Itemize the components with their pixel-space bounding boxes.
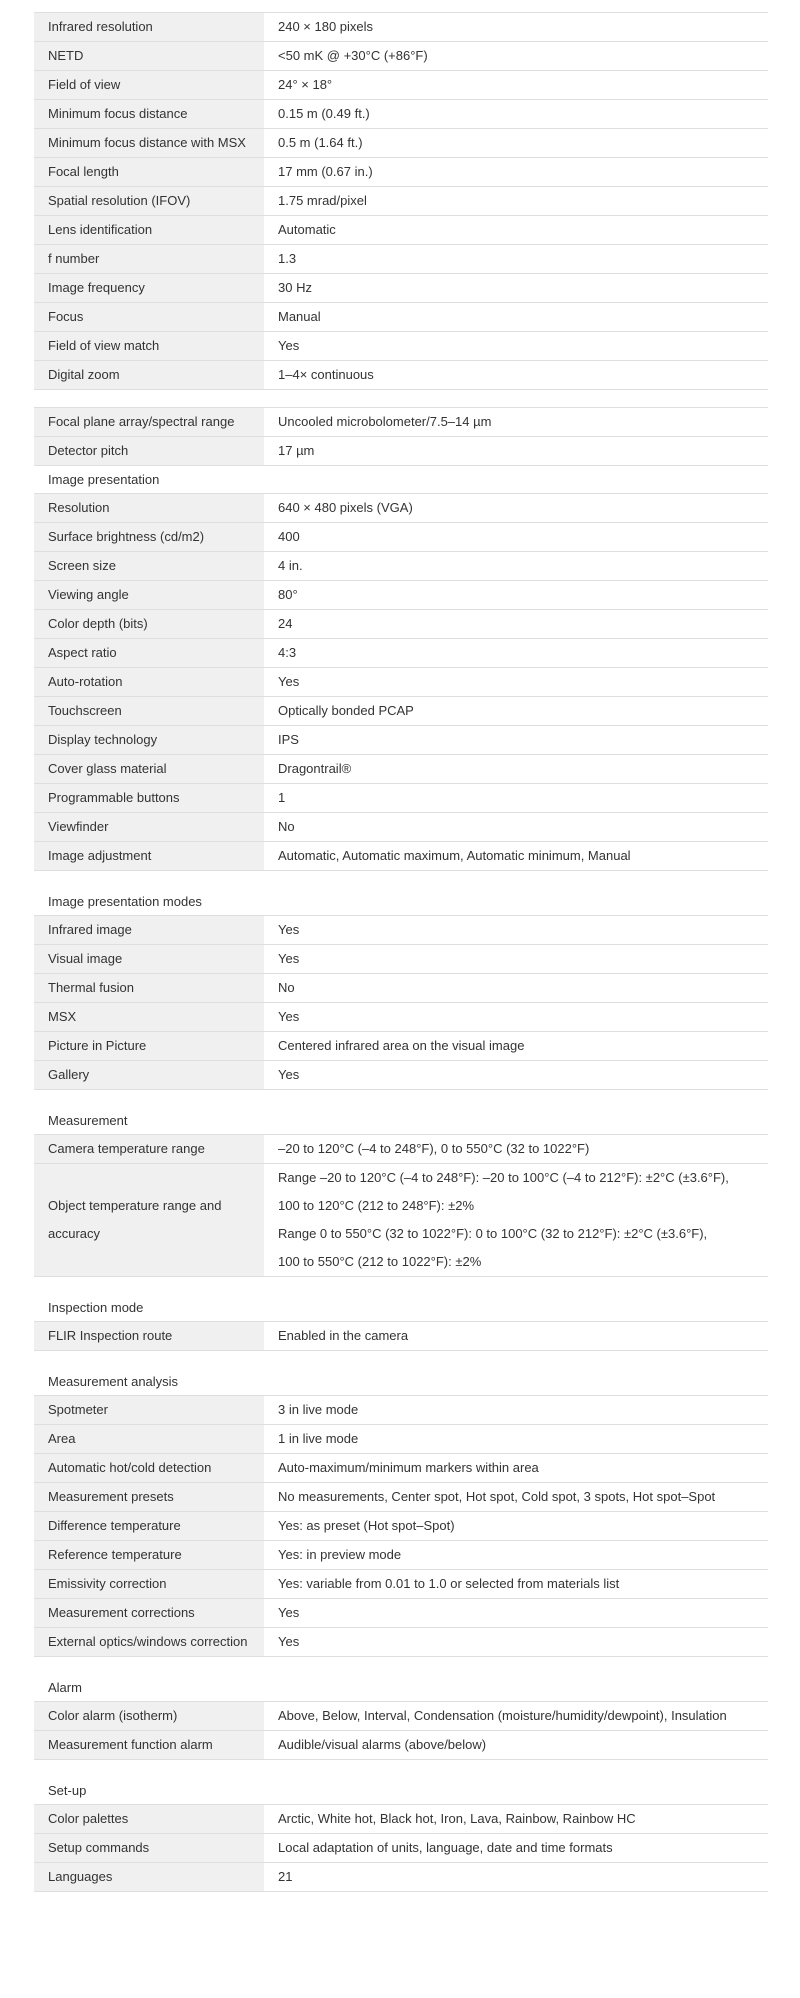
spec-row: [34, 361, 768, 390]
spec-label: [34, 187, 264, 215]
spec-label: [34, 945, 264, 973]
spec-section: [34, 1368, 768, 1657]
section-title: Set-up: [34, 1777, 768, 1805]
spec-label-line: Color alarm (isotherm): [48, 1708, 178, 1723]
spec-label-line: Languages: [48, 1869, 113, 1884]
spec-value-line: Yes: [278, 951, 300, 966]
spec-value-line: Automatic: [278, 222, 336, 237]
spec-value: [264, 945, 768, 973]
spec-label-line: Display technology: [48, 732, 158, 747]
spec-label: [34, 1003, 264, 1031]
spec-row: [34, 581, 768, 610]
spec-value-line: 100 to 550°C (212 to 1022°F): ±2%: [278, 1254, 482, 1269]
spec-value-line: Above, Below, Interval, Condensation (moisture/humidity/dewpoint), Insulation: [278, 1708, 727, 1723]
spec-row: [34, 1541, 768, 1570]
spec-label: [34, 755, 264, 783]
spec-section: [34, 407, 768, 466]
spec-row: [34, 274, 768, 303]
spec-row: [34, 42, 768, 71]
spec-value: [264, 1834, 768, 1862]
spec-label-line: Image adjustment: [48, 848, 152, 863]
spec-value-line: Audible/visual alarms (above/below): [278, 1737, 487, 1752]
spec-label: [34, 437, 264, 465]
spec-value: [264, 1135, 768, 1163]
spec-row: [34, 916, 768, 945]
spec-label: [34, 13, 264, 41]
spec-label: [34, 42, 264, 70]
spec-value: [264, 523, 768, 551]
spec-value-line: Local adaptation of units, language, date and time formats: [278, 1840, 613, 1855]
spec-section: [34, 1294, 768, 1351]
spec-label: [34, 1834, 264, 1862]
spec-label-line: accuracy: [48, 1226, 101, 1241]
spec-section: [34, 888, 768, 1090]
spec-value-line: Range 0 to 550°C (32 to 1022°F): 0 to 100°C (32 to 212°F): ±2°C (±3.6°F),: [278, 1226, 708, 1241]
spec-value: [264, 639, 768, 667]
spec-value: [264, 1805, 768, 1833]
spec-label: [34, 610, 264, 638]
spec-value-line: No: [278, 980, 295, 995]
spec-row: [34, 1702, 768, 1731]
spec-label: [34, 813, 264, 841]
spec-value: [264, 332, 768, 360]
spec-value-line: IPS: [278, 732, 299, 747]
spec-label-line: Emissivity correction: [48, 1576, 167, 1591]
spec-row: [34, 784, 768, 813]
spec-value: [264, 1541, 768, 1569]
spec-row: [34, 437, 768, 466]
spec-value: [264, 1032, 768, 1060]
spec-value: [264, 726, 768, 754]
spec-value-line: –20 to 120°C (–4 to 248°F), 0 to 550°C (32 to 1022°F): [278, 1141, 590, 1156]
spec-value-line: Enabled in the camera: [278, 1328, 409, 1343]
spec-value-line: 640 × 480 pixels (VGA): [278, 500, 413, 515]
spec-value-line: 100 to 120°C (212 to 248°F): ±2%: [278, 1198, 475, 1213]
spec-label-line: Image frequency: [48, 280, 145, 295]
section-title: Image presentation modes: [34, 888, 768, 916]
spec-label-line: Picture in Picture: [48, 1038, 147, 1053]
spec-value-line: 1: [278, 790, 286, 805]
spec-value: [264, 1483, 768, 1511]
spec-value-line: Yes: [278, 1634, 300, 1649]
spec-value: [264, 1599, 768, 1627]
spec-label-line: Minimum focus distance: [48, 106, 188, 121]
spec-label-line: Viewfinder: [48, 819, 109, 834]
spec-value: [264, 158, 768, 186]
spec-value-line: Yes: as preset (Hot spot–Spot): [278, 1518, 455, 1533]
spec-label-line: Color depth (bits): [48, 616, 148, 631]
spec-row: [34, 523, 768, 552]
spec-label-line: Focal length: [48, 164, 119, 179]
spec-label-line: Field of view: [48, 77, 121, 92]
spec-label-line: Measurement presets: [48, 1489, 174, 1504]
spec-value-line: 4:3: [278, 645, 297, 660]
spec-row: [34, 245, 768, 274]
spec-label-line: Camera temperature range: [48, 1141, 205, 1156]
spec-label-line: Automatic hot/cold detection: [48, 1460, 212, 1475]
spec-label: [34, 100, 264, 128]
spec-label-line: Focus: [48, 309, 84, 324]
spec-row: [34, 697, 768, 726]
spec-label-line: Auto-rotation: [48, 674, 123, 689]
spec-label: [34, 1322, 264, 1350]
spec-label: [34, 916, 264, 944]
spec-value: [264, 842, 768, 870]
spec-label: [34, 303, 264, 331]
spec-value-line: Arctic, White hot, Black hot, Iron, Lava, Rainbow, Rainbow HC: [278, 1811, 636, 1826]
spec-row: [34, 1454, 768, 1483]
spec-row: [34, 755, 768, 784]
spec-label: [34, 1061, 264, 1089]
spec-value: [264, 1396, 768, 1424]
spec-value: [264, 408, 768, 436]
spec-value: [264, 437, 768, 465]
spec-value-line: 1.75 mrad/pixel: [278, 193, 367, 208]
spec-label-line: Minimum focus distance with MSX: [48, 135, 246, 150]
spec-label: [34, 784, 264, 812]
spec-value-line: 1.3: [278, 251, 297, 266]
section-title: Inspection mode: [34, 1294, 768, 1322]
spec-row: [34, 129, 768, 158]
spec-value-line: 1 in live mode: [278, 1431, 359, 1446]
spec-value-line: No measurements, Center spot, Hot spot, Cold spot, 3 spots, Hot spot–Spot: [278, 1489, 716, 1504]
spec-label: [34, 1702, 264, 1730]
spec-value-line: Yes: [278, 338, 300, 353]
spec-value: [264, 1061, 768, 1089]
spec-value: [264, 974, 768, 1002]
spec-label: [34, 1628, 264, 1656]
spec-label: [34, 1863, 264, 1891]
spec-table: [34, 12, 768, 1909]
spec-value: [264, 1570, 768, 1598]
spec-label: [34, 1731, 264, 1759]
spec-label-line: Detector pitch: [48, 443, 129, 458]
spec-value-line: Centered infrared area on the visual image: [278, 1038, 525, 1053]
spec-section: [34, 1674, 768, 1760]
spec-value: [264, 303, 768, 331]
spec-row: [34, 494, 768, 523]
spec-value-line: Range –20 to 120°C (–4 to 248°F): –20 to 100°C (–4 to 212°F): ±2°C (±3.6°F),: [278, 1170, 729, 1185]
spec-value-line: 21: [278, 1869, 293, 1884]
spec-label: [34, 974, 264, 1002]
spec-row: [34, 303, 768, 332]
spec-label: [34, 332, 264, 360]
spec-value-line: Yes: [278, 1009, 300, 1024]
spec-value-line: Yes: [278, 1605, 300, 1620]
spec-value-line: 1–4× continuous: [278, 367, 374, 382]
spec-value: [264, 1322, 768, 1350]
spec-label-line: Programmable buttons: [48, 790, 180, 805]
spec-label: [34, 408, 264, 436]
spec-value: [264, 916, 768, 944]
spec-value-line: Yes: [278, 674, 300, 689]
spec-value: [264, 1003, 768, 1031]
spec-value-line: <50 mK @ +30°C (+86°F): [278, 48, 428, 63]
spec-label-line: Field of view match: [48, 338, 160, 353]
spec-value: [264, 216, 768, 244]
spec-value: [264, 1863, 768, 1891]
spec-label-line: Area: [48, 1431, 76, 1446]
spec-label: [34, 274, 264, 302]
spec-value: [264, 1164, 768, 1276]
spec-label-line: External optics/windows correction: [48, 1634, 248, 1649]
spec-row: [34, 1628, 768, 1657]
spec-label: [34, 1512, 264, 1540]
spec-label: [34, 361, 264, 389]
spec-label: [34, 158, 264, 186]
spec-label-line: Spatial resolution (IFOV): [48, 193, 191, 208]
spec-label: [34, 216, 264, 244]
spec-value: [264, 361, 768, 389]
spec-label-line: Cover glass material: [48, 761, 167, 776]
spec-row: [34, 100, 768, 129]
spec-label: [34, 1599, 264, 1627]
spec-label-line: Measurement function alarm: [48, 1737, 213, 1752]
spec-value-line: 240 × 180 pixels: [278, 19, 374, 34]
spec-label-line: Infrared resolution: [48, 19, 153, 34]
spec-label-line: Difference temperature: [48, 1518, 181, 1533]
spec-row: [34, 1032, 768, 1061]
spec-value-line: Yes: in preview mode: [278, 1547, 402, 1562]
spec-row: [34, 1570, 768, 1599]
spec-label: [34, 1805, 264, 1833]
spec-value-line: 30 Hz: [278, 280, 312, 295]
spec-value: [264, 129, 768, 157]
spec-label: [34, 552, 264, 580]
spec-label: [34, 1164, 264, 1276]
spec-value-line: Dragontrail®: [278, 761, 352, 776]
spec-row: [34, 216, 768, 245]
spec-row: [34, 407, 768, 437]
spec-value: [264, 697, 768, 725]
spec-label-line: Object temperature range and: [48, 1198, 222, 1213]
spec-label-line: Reference temperature: [48, 1547, 182, 1562]
spec-label-line: Color palettes: [48, 1811, 129, 1826]
spec-value: [264, 552, 768, 580]
spec-label-line: MSX: [48, 1009, 77, 1024]
spec-value: [264, 245, 768, 273]
spec-value: [264, 100, 768, 128]
spec-row: [34, 552, 768, 581]
spec-label: [34, 129, 264, 157]
spec-row: [34, 1396, 768, 1425]
spec-value-line: 400: [278, 529, 300, 544]
spec-value-line: 17 mm (0.67 in.): [278, 164, 373, 179]
spec-label: [34, 1570, 264, 1598]
spec-label: [34, 1454, 264, 1482]
spec-value: [264, 1628, 768, 1656]
spec-section: [34, 466, 768, 871]
spec-row: [34, 12, 768, 42]
spec-label-line: Visual image: [48, 951, 123, 966]
spec-value-line: Optically bonded PCAP: [278, 703, 414, 718]
spec-row: [34, 945, 768, 974]
spec-value-line: No: [278, 819, 295, 834]
spec-label-line: Aspect ratio: [48, 645, 117, 660]
spec-row: [34, 639, 768, 668]
spec-row: [34, 610, 768, 639]
spec-value: [264, 755, 768, 783]
spec-value: [264, 1702, 768, 1730]
section-title: Measurement analysis: [34, 1368, 768, 1396]
spec-label: [34, 1032, 264, 1060]
spec-value-line: Manual: [278, 309, 321, 324]
spec-value-line: Yes: [278, 1067, 300, 1082]
spec-label-line: NETD: [48, 48, 84, 63]
spec-label-line: Focal plane array/spectral range: [48, 414, 235, 429]
spec-value-line: 4 in.: [278, 558, 303, 573]
spec-value: [264, 610, 768, 638]
spec-value: [264, 813, 768, 841]
spec-value-line: 0.5 m (1.64 ft.): [278, 135, 363, 150]
spec-row: [34, 1061, 768, 1090]
spec-section: [34, 1107, 768, 1277]
spec-value-line: 0.15 m (0.49 ft.): [278, 106, 370, 121]
spec-value: [264, 1454, 768, 1482]
spec-value-line: 17 µm: [278, 443, 315, 458]
spec-label-line: Resolution: [48, 500, 110, 515]
spec-row: [34, 842, 768, 871]
spec-row: [34, 1512, 768, 1541]
spec-label-line: Touchscreen: [48, 703, 122, 718]
spec-row: [34, 1731, 768, 1760]
spec-value-line: Yes: variable from 0.01 to 1.0 or selected from materials list: [278, 1576, 620, 1591]
spec-value: [264, 1731, 768, 1759]
spec-label: [34, 842, 264, 870]
spec-label-line: Spotmeter: [48, 1402, 108, 1417]
spec-label: [34, 523, 264, 551]
spec-value: [264, 668, 768, 696]
spec-label-line: Surface brightness (cd/m2): [48, 529, 205, 544]
spec-value: [264, 187, 768, 215]
spec-label-line: Setup commands: [48, 1840, 150, 1855]
spec-label: [34, 1541, 264, 1569]
spec-value: [264, 13, 768, 41]
spec-value: [264, 494, 768, 522]
spec-label-line: Infrared image: [48, 922, 132, 937]
spec-value-line: Auto-maximum/minimum markers within area: [278, 1460, 539, 1475]
spec-value: [264, 784, 768, 812]
spec-row: [34, 1863, 768, 1892]
section-title: Alarm: [34, 1674, 768, 1702]
spec-label: [34, 71, 264, 99]
spec-row: [34, 1483, 768, 1512]
spec-row: [34, 668, 768, 697]
spec-label: [34, 1396, 264, 1424]
spec-row: [34, 71, 768, 100]
spec-row: [34, 1599, 768, 1628]
section-title: Measurement: [34, 1107, 768, 1135]
spec-row: [34, 1003, 768, 1032]
spec-label: [34, 581, 264, 609]
spec-value-line: 24: [278, 616, 293, 631]
spec-label-line: f number: [48, 251, 100, 266]
spec-value-line: 24° × 18°: [278, 77, 333, 92]
spec-value-line: 3 in live mode: [278, 1402, 359, 1417]
spec-value: [264, 42, 768, 70]
spec-row: [34, 813, 768, 842]
spec-section: [34, 12, 768, 390]
spec-label: [34, 1135, 264, 1163]
spec-label: [34, 245, 264, 273]
spec-label-line: Digital zoom: [48, 367, 120, 382]
spec-row: [34, 1805, 768, 1834]
spec-label: [34, 1483, 264, 1511]
spec-label: [34, 668, 264, 696]
spec-value: [264, 71, 768, 99]
spec-label-line: FLIR Inspection route: [48, 1328, 173, 1343]
spec-row: [34, 1834, 768, 1863]
spec-row: [34, 1164, 768, 1277]
spec-label-line: Viewing angle: [48, 587, 129, 602]
spec-value: [264, 1425, 768, 1453]
spec-label: [34, 494, 264, 522]
spec-row: [34, 1322, 768, 1351]
spec-label-line: Measurement corrections: [48, 1605, 195, 1620]
spec-row: [34, 187, 768, 216]
spec-label: [34, 639, 264, 667]
spec-value-line: Automatic, Automatic maximum, Automatic minimum, Manual: [278, 848, 631, 863]
spec-value: [264, 274, 768, 302]
spec-label-line: [48, 1164, 254, 1192]
spec-label: [34, 726, 264, 754]
spec-value: [264, 581, 768, 609]
spec-label-line: Lens identification: [48, 222, 153, 237]
spec-row: [34, 332, 768, 361]
section-title: Image presentation: [34, 466, 768, 494]
spec-value-line: Yes: [278, 922, 300, 937]
spec-section: [34, 1777, 768, 1892]
spec-value: [264, 1512, 768, 1540]
spec-label: [34, 1425, 264, 1453]
spec-row: [34, 158, 768, 187]
spec-row: [34, 1135, 768, 1164]
spec-row: [34, 1425, 768, 1454]
spec-value-line: 80°: [278, 587, 298, 602]
spec-label-line: Thermal fusion: [48, 980, 134, 995]
spec-label-line: Gallery: [48, 1067, 90, 1082]
spec-label-line: Screen size: [48, 558, 116, 573]
spec-label: [34, 697, 264, 725]
spec-row: [34, 726, 768, 755]
spec-value-line: Uncooled microbolometer/7.5–14 µm: [278, 414, 492, 429]
spec-row: [34, 974, 768, 1003]
